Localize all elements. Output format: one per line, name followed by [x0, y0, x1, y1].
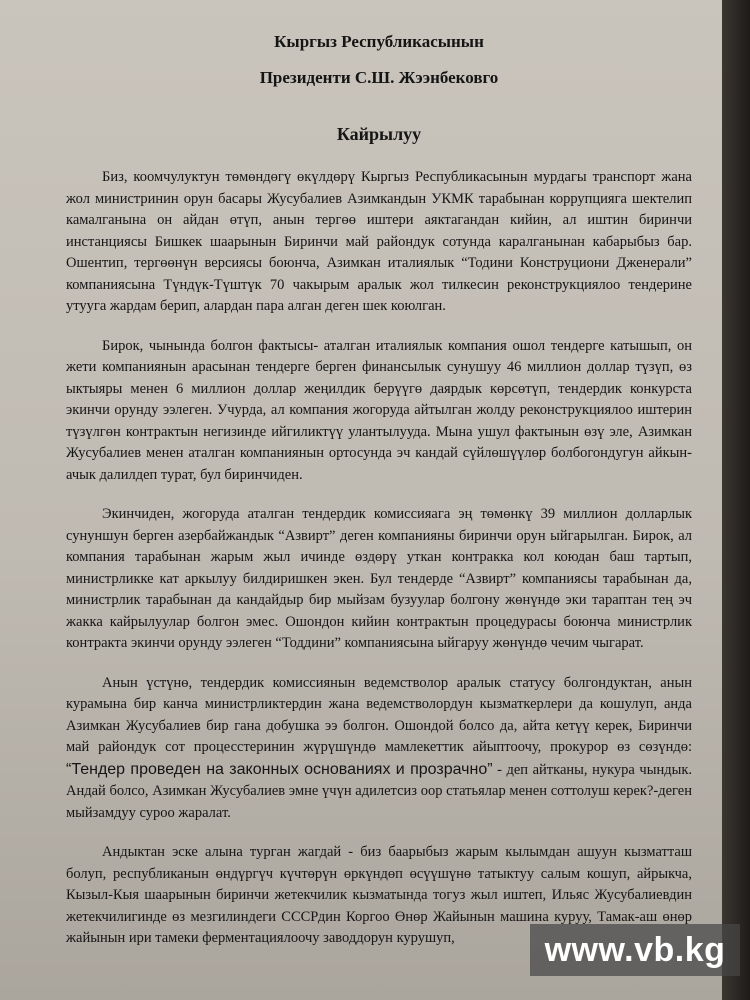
recipient-header	[66, 32, 692, 88]
paragraph-1: Биз, коомчулуктун төмөндөгү өкүлдөрү Кыргыз Республикасынын мурдагы транспорт жана жол министринин орун басары Жусубалиев Азимкандын УКМК тарабынан коррупцияга шектелип камалганына он айдан өтүп, анын тергөө иштери аяктагандан кийин, ал иштин биринчи инстанциясы Бишкек шаарынын Биринчи май райондук сотунда каралганынан кабарыбыз бар. Ошентип, тергөөнүн версиясы боюнча, Азимкан италиялык “Тодини Конструциони Дженерали” компаниясына Түндүк-Түштүк 70 чакырым аралык жол тилкесин реконструкциялоо тендерине утууга жардам берип, алардан пара алган деген шек коюлган.	[66, 169, 692, 314]
paragraph-4-text-start: Анын үстүнө, тендердик комиссиянын ведемстволор аралык статусу болгондуктан, анын курамына бир канча министрликтердин жана ведемстволордун кызматкерлери да кошулуп, анда Азимкан Жусубалиев бир гана добушка ээ болгон. Ошондой болсо да, айта кетүү керек, Биринчи май райондук сот процесстеринин жүрүшүндө мамлекеттик айыптоочу, прокурор өз сөзүндө:	[66, 674, 692, 755]
paragraph-2: Бирок, чынында болгон фактысы- аталган италиялык компания ошол тендерге катышып, он жети компаниянын арасынан тендерге берген финансылык сунушуу 46 миллион доллар түзүп, өз ыктыяры менен 6 миллион доллар жеңилдик берүүгө даярдык көрсөтүп, тендердик конкурста экинчи орунду ээлеген. Учурда, ал компания жогоруда айтылган жолду реконструкциялоо иштерин түзүлгөн контрактын негизинде ийгиликтүү улантылууда. Мына ушул фактынын өзү эле, Азимкан Жусубалиев менен аталган компаниянын ортосунда эч кандай сүйлөшүүлөр болбогондугун айкын-ачык далилдеп турат, бул биринчиден.	[66, 337, 692, 483]
watermark-text: www.vb.kg	[544, 930, 726, 969]
paragraph-4	[66, 673, 692, 825]
paragraph-5: Андыктан эске алына турган жагдай - биз баарыбыз жарым кылымдан ашуун кызматташ болуп, республиканын өндүргүч күчтөрүн өркүндөп өсүүшүнө татыктуу салым кошуп, айрыкча, Кызыл-Кыя шаарынын биринчи жетекчилик кызматында тогуз жыл иштеп, Ильяс Жусубалиевдин жетекчилигинде өз мезгилиндеги СССРдин Коргоо Өнөр Жайынын машина куруу, Тамак-аш өнөр жайынын ири тамеки ферментациялоочу заводдорун курушуп,	[66, 844, 692, 946]
prosecutor-quote: “Тендер проведен на законных основаниях и прозрачно”	[66, 760, 493, 778]
paragraph-4-text-end: - деп айтканы, нукура чындык. Андай болсо, Азимкан Жусубалиев эмне үчүн адилетсиз оор статьялар менен соттолуш керек?-деген мыйзамдуу суроо жаралат.	[66, 761, 692, 821]
recipient-line-2: Президенти С.Ш. Жээнбековго	[259, 68, 499, 87]
site-watermark	[530, 924, 740, 976]
paragraph-3: Экинчиден, жогоруда аталган тендердик комиссияага эң төмөнкү 39 миллион долларлык сунуншун берген азербайжандык “Азвирт” деген компанияны биринчи орун ыйгарылган. Бирок, ал компания тарабынан жарым жыл ичинде өздөрү уткан контракка кол коюдан баш тартып, министрликке кат аркылуу билдиришкен экен. Бул тендерде “Азвирт” компаниясы тарабынан да, министрлик тарабынан да кандайдыр бир мыйзам бузуулар болгону жөнүндө эки тараптан тең эч жакка кайрылуулар болгон эмес. Ошондон кийин контрактын процедурасы боюнча министрлик контракта экинчи орунду ээлеген “Тоддини” компаниясына ыйгаруу жөнүндө чечим чыгарат.	[66, 506, 692, 651]
background-edge	[722, 0, 750, 1000]
document-title: Кайрылуу	[336, 124, 422, 144]
recipient-line-1: Кыргыз Республикасынын	[274, 32, 484, 51]
